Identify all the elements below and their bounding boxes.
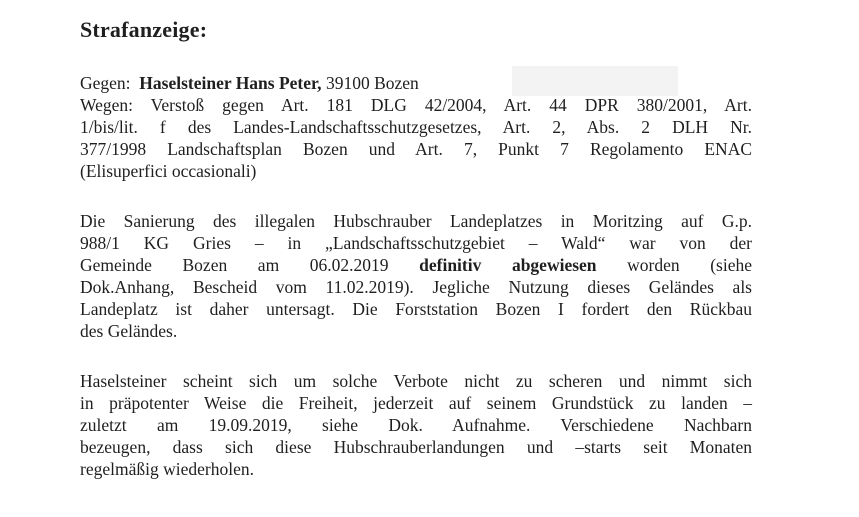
wegen-line-4: (Elisuperfici occasionali) bbox=[80, 161, 257, 181]
para2-line-4: bezeugen, dass sich diese Hubschrauberlandungen und –starts seit Monaten bbox=[80, 437, 752, 457]
para2-line-2: in präpotenter Weise die Freiheit, jederzeit auf seinem Grundstück zu landen – bbox=[80, 393, 752, 413]
para1-line-3 bbox=[80, 254, 752, 276]
para1-line-3-end: worden (siehe bbox=[627, 255, 752, 275]
para1-line-4: Dok.Anhang, Bescheid vom 11.02.2019). Jegliche Nutzung dieses Geländes als bbox=[80, 277, 752, 297]
rejection-emphasis: definitiv abgewiesen bbox=[419, 255, 597, 275]
accused-address: 39100 Bozen bbox=[325, 73, 419, 93]
wegen-line-1: Wegen: Verstoß gegen Art. 181 DLG 42/2004, Art. 44 DPR 380/2001, Art. bbox=[80, 95, 752, 115]
gegen-line bbox=[80, 72, 752, 94]
wegen-line-3: 377/1998 Landschaftsplan Bozen und Art. 7, Punkt 7 Regolamento ENAC bbox=[80, 139, 752, 159]
para1-line-5: Landeplatz ist daher untersagt. Die Forststation Bozen I fordert den Rückbau bbox=[80, 299, 752, 319]
para1-line-1: Die Sanierung des illegalen Hubschrauber Landeplatzes in Moritzing auf G.p. bbox=[80, 211, 752, 231]
para1-line-6: des Geländes. bbox=[80, 321, 178, 341]
accused-name: Haselsteiner Hans Peter, bbox=[139, 73, 322, 93]
para2-line-1: Haselsteiner scheint sich um solche Verbote nicht zu scheren und nimmt sich bbox=[80, 371, 752, 391]
para2-line-3: zuletzt am 19.09.2019, siehe Dok. Aufnahme. Verschiedene Nachbarn bbox=[80, 415, 752, 435]
para1-line-2: 988/1 KG Gries – in „Landschaftsschutzgebiet – Wald“ war von der bbox=[80, 233, 752, 253]
para1-line-3-start: Gemeinde Bozen am 06.02.2019 bbox=[80, 255, 389, 275]
wegen-line-2: 1/bis/lit. f des Landes-Landschaftsschutzgesetzes, Art. 2, Abs. 2 DLH Nr. bbox=[80, 117, 752, 137]
gegen-label: Gegen: bbox=[80, 73, 131, 93]
para2-line-5: regelmäßig wiederholen. bbox=[80, 459, 254, 479]
document-heading: Strafanzeige: bbox=[80, 17, 208, 42]
